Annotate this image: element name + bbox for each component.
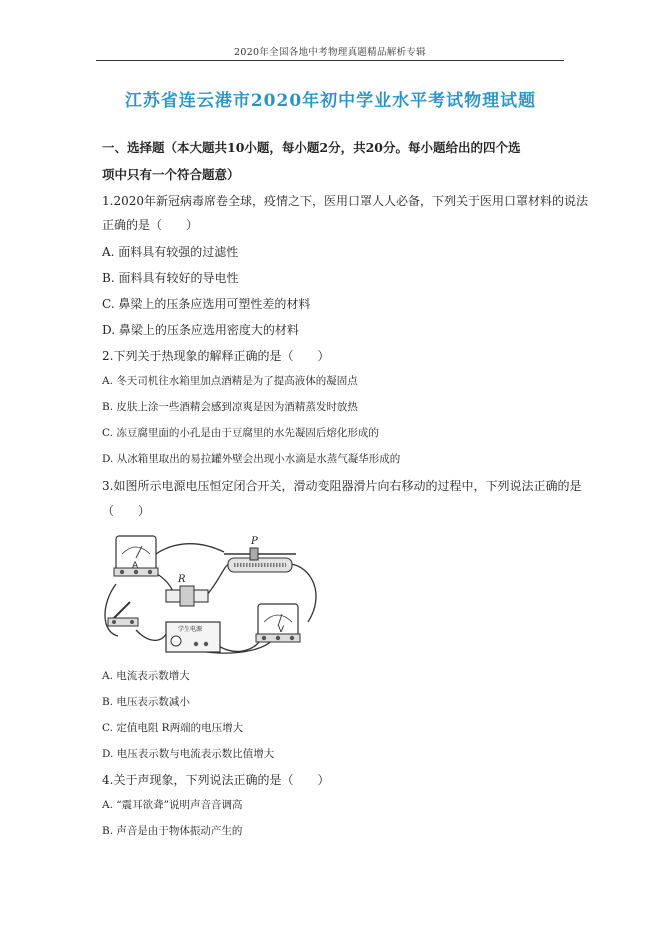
q3-option-b: B. 电压表示数减小 [102, 696, 190, 708]
q1-option-a: A. 面料具有较强的过滤性 [102, 245, 239, 259]
q2-option-b: B. 皮肤上涂一些酒精会感到凉爽是因为酒精蒸发时放热 [102, 401, 358, 413]
q3-option-c: C. 定值电阻 R两端的电压增大 [102, 722, 244, 734]
q1-option-b: B. 面料具有较好的导电性 [102, 271, 239, 285]
q4-option-b: B. 声音是由于物体振动产生的 [102, 825, 243, 837]
power-supply-label: 学生电源 [178, 626, 203, 633]
voltmeter-label: V [278, 625, 285, 635]
header-divider [96, 60, 564, 61]
resistor-icon [166, 574, 208, 606]
ammeter-label: A [132, 561, 139, 571]
q4-option-a: A. “震耳欲聋”说明声音音调高 [102, 799, 243, 811]
page-header: 2020年全国各地中考物理真题精品解析专辑 [234, 47, 426, 58]
q2-option-d: D. 从冰箱里取出的易拉罐外壁会出现小水滴是水蒸气凝华形成的 [102, 453, 401, 465]
rheostat-icon [224, 536, 296, 572]
circuit-diagram [96, 524, 332, 658]
section-heading-line-2: 项中只有一个符合题意） [102, 167, 240, 182]
q3-stem-line-1: 3.如图所示电源电压恒定闭合开关，滑动变阻器滑片向右移动的过程中，下列说法正确的是 [102, 479, 582, 493]
section-heading-line-1: 一、选择题（本大题共10小题，每小题2分，共20分。每小题给出的四个选 [102, 140, 521, 155]
q3-option-d: D. 电压表示数与电流表示数比值增大 [102, 748, 275, 760]
power-supply-icon [166, 622, 220, 652]
q1-stem-line-2: 正确的是（ ） [102, 218, 199, 232]
q1-stem-line-1: 1.2020年新冠病毒席卷全球，疫情之下，医用口罩人人必备，下列关于医用口罩材料的说法 [102, 194, 588, 208]
voltmeter-icon [256, 604, 300, 642]
document-title: 江苏省连云港市2020年初中学业水平考试物理试题 [124, 91, 537, 111]
ammeter-icon [114, 536, 158, 576]
q2-option-a: A. 冬天司机往水箱里加点酒精是为了提高液体的凝固点 [102, 375, 358, 387]
q1-option-d: D. 鼻梁上的压条应选用密度大的材料 [102, 323, 299, 337]
resistor-label: R [178, 574, 186, 585]
switch-icon [108, 602, 138, 626]
q1-option-c: C. 鼻梁上的压条应选用可塑性差的材料 [102, 297, 311, 311]
q3-option-a: A. 电流表示数增大 [102, 670, 190, 682]
q2-option-c: C. 冻豆腐里面的小孔是由于豆腐里的水先凝固后熔化形成的 [102, 427, 379, 439]
q3-stem-line-2: （ ） [102, 504, 151, 518]
q4-stem: 4.关于声现象，下列说法正确的是（ ） [102, 773, 330, 787]
q2-stem: 2.下列关于热现象的解释正确的是（ ） [102, 349, 330, 363]
slider-label: P [251, 536, 258, 547]
